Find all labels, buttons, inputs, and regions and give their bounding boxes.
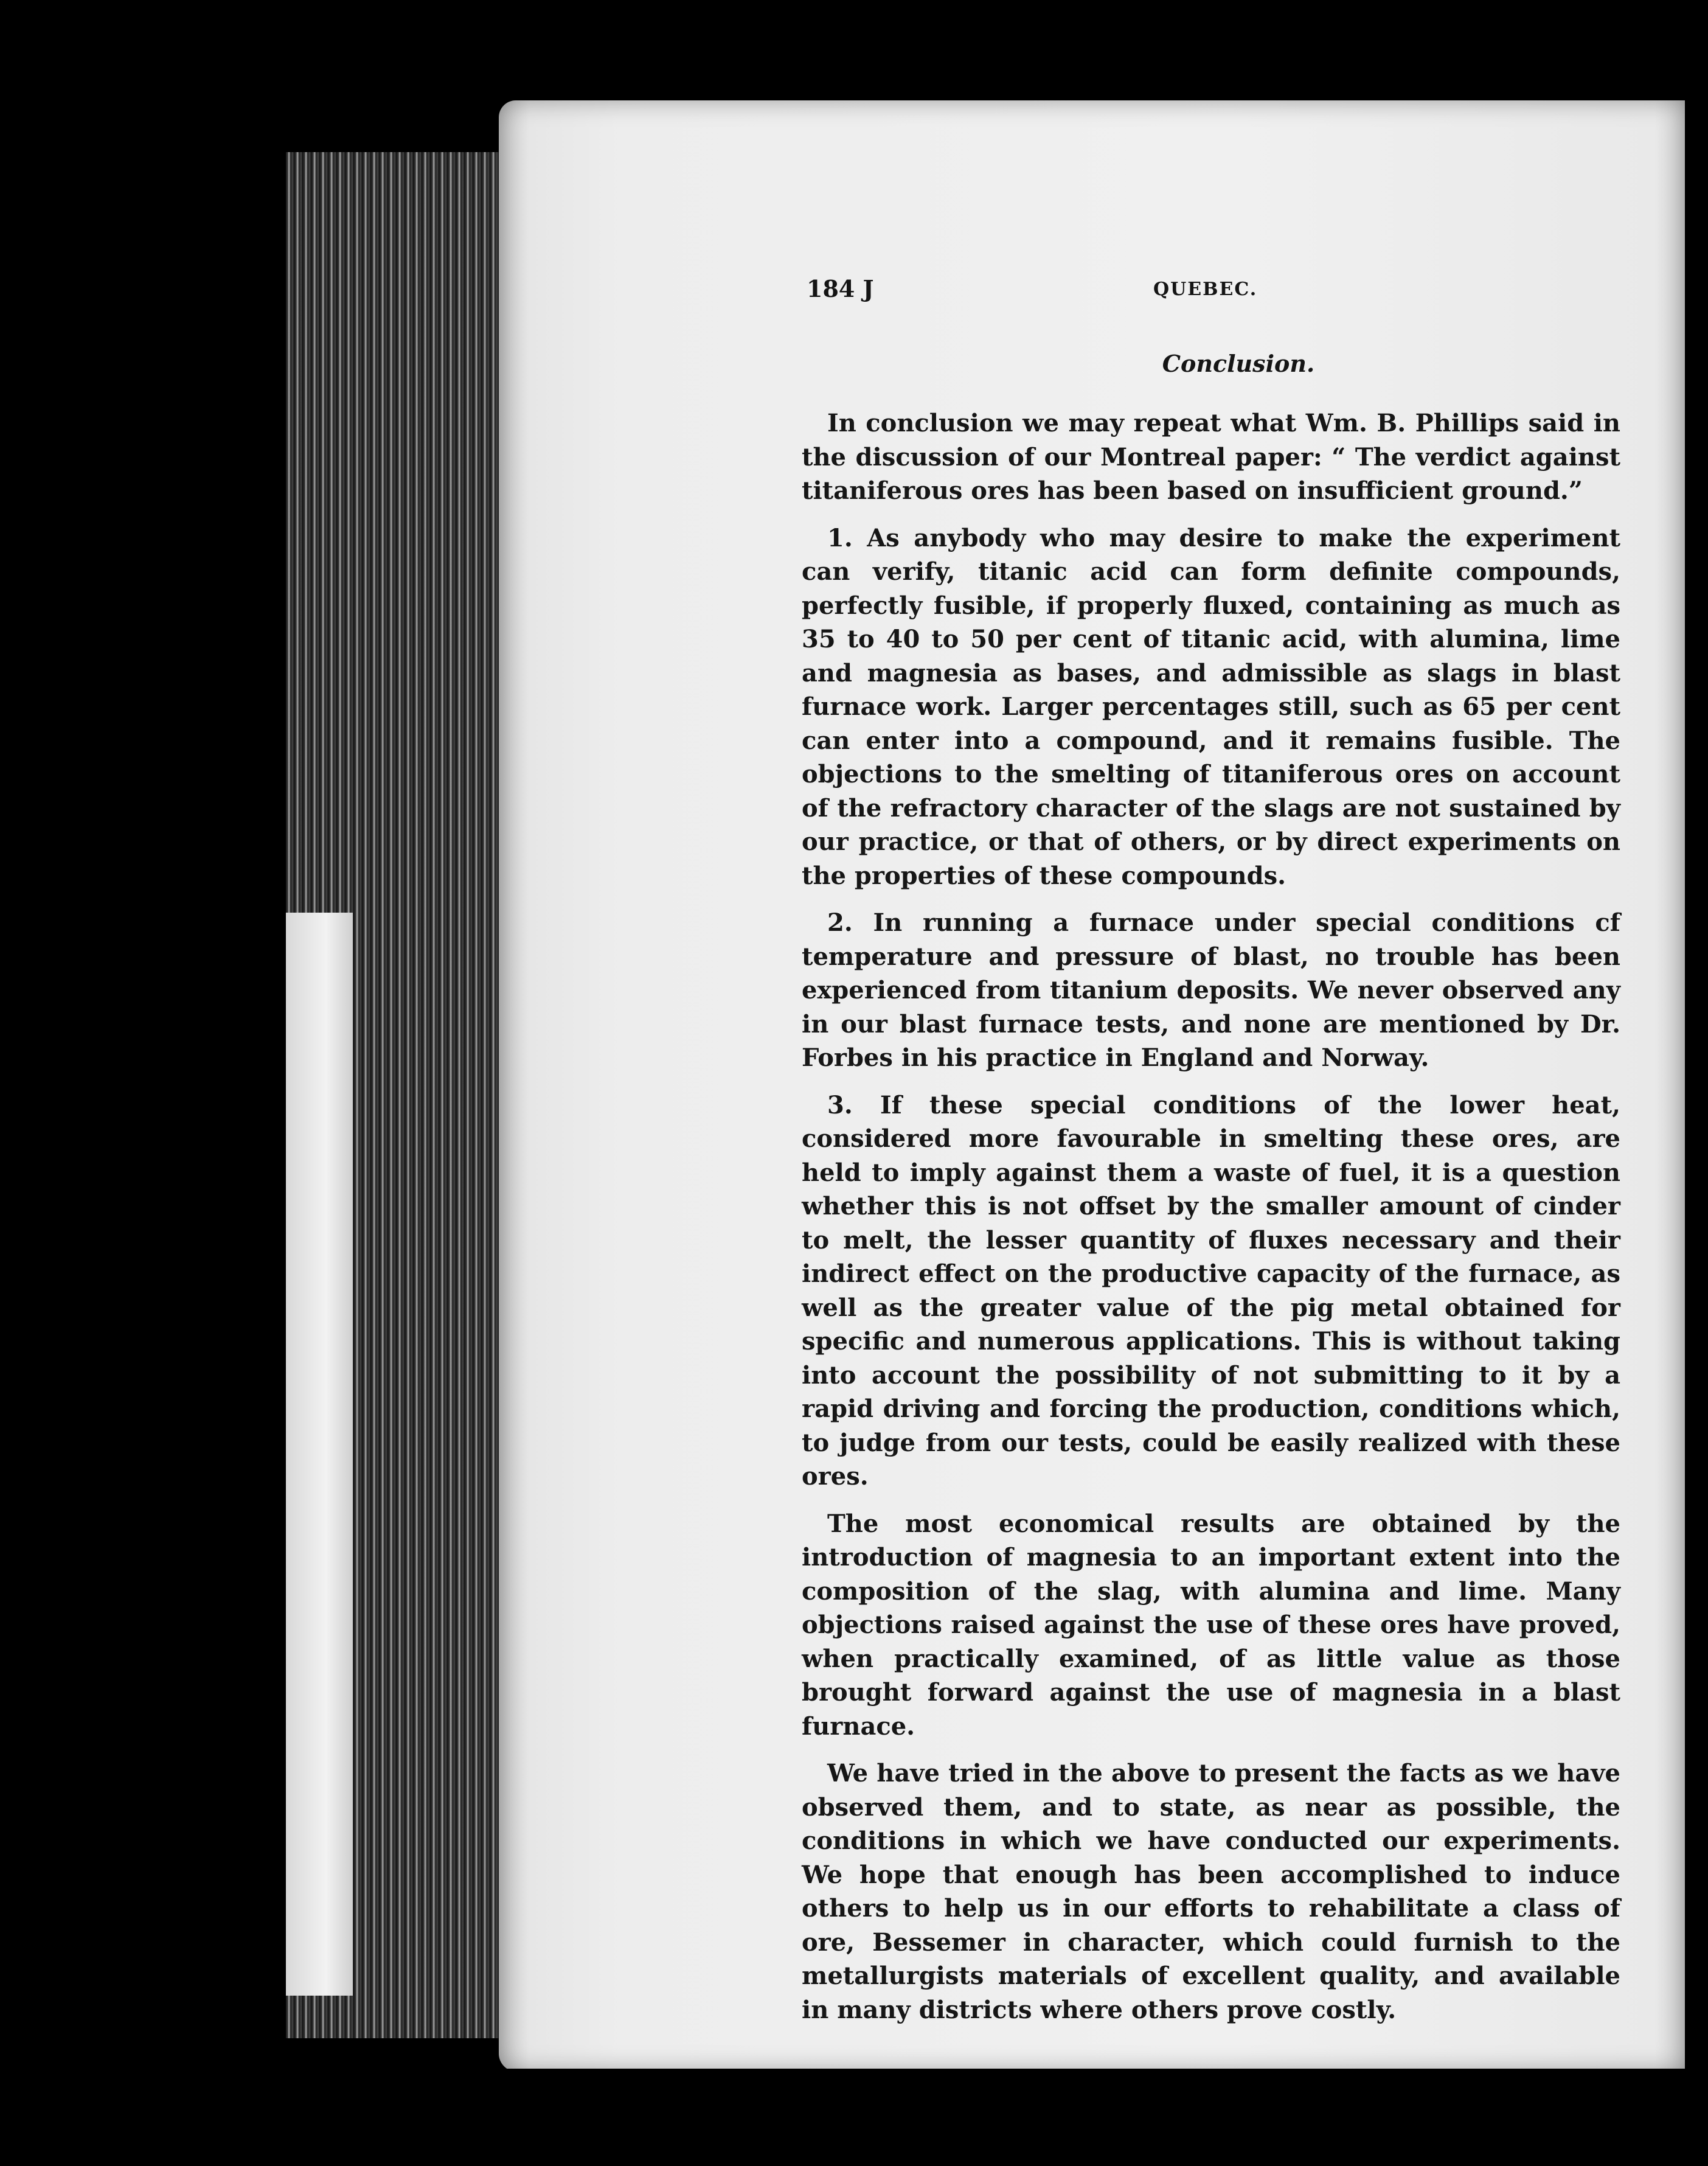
paragraph: We have tried in the above to present the facts as we have observed them, and to state, as near as possible, the conditions in which we have conducted our experiments. We hope that enough has been accomplished to induce others to help us in our efforts to rehabilitate a class of ore, Bessemer in character, which could furnish to the metallurgists materials of excellent quality, and available in many districts where others prove costly. [802,1759,1620,2024]
bottom-border [474,2069,1708,2166]
paragraph: 2. In running a furnace under special conditions cf temperature and pressure of blast, no trouble has been experienced from titanium deposits. We never observed any in our blast furnace tests, and none are mentioned by Dr. Forbes in his practice in England and Norway. [802,908,1620,1072]
running-head: QUEBEC. [1153,279,1258,300]
paragraph: 3. If these special conditions of the lower heat, considered more favourable in smelting these ores, are held to imply against them a waste of fuel, it is a question whether this is not offset by the smaller amount of cinder to melt, the lesser quantity of fluxes necessary and their indirect effect on the productive capacity of the furnace, as well as the greater value of the pig metal obtained for specific and numerous applications. This is without taking into account the possibility of not submitting to it by a rapid driving and forcing the production, conditions which, to judge from our tests, could be easily realized with these ores. [802,1090,1620,1491]
paragraph: 1. As anybody who may desire to make the experiment can verify, titanic acid can form definite compounds, perfectly fusible, if properly fluxed, containing as much as 35 to 40 to 50 per cent of titanic acid, with alumina, lime and magnesia as bases, and admissible as slags in blast furnace work. Larger percentages still, such as 65 per cent can enter into a compound, and it remains fusible. The objections to the smelting of titaniferous ores on account of the refractory character of the slags are not sustained by our practice, or that of others, or by direct experiments on the properties of these compounds. [802,523,1620,890]
section-title: Conclusion. [1162,350,1315,377]
book-page-edge-highlight [286,913,353,1996]
right-border [1688,97,1708,2075]
body-text [802,406,1620,2040]
paragraph: The most economical results are obtained by the introduction of magnesia to an important extent into the composition of the slag, with alumina and lime. Many objections raised against the use of these ores have proved, when practically examined, of as little value as those brought forward against the use of magnesia in a blast furnace. [802,1509,1620,1741]
page-header [807,275,1616,312]
paragraph: In conclusion we may repeat what Wm. B. Phillips said in the discussion of our Montreal paper: “ The verdict against titaniferous ores has been based on insufficient ground.” [802,409,1620,505]
page-number: 184 J [807,275,874,302]
